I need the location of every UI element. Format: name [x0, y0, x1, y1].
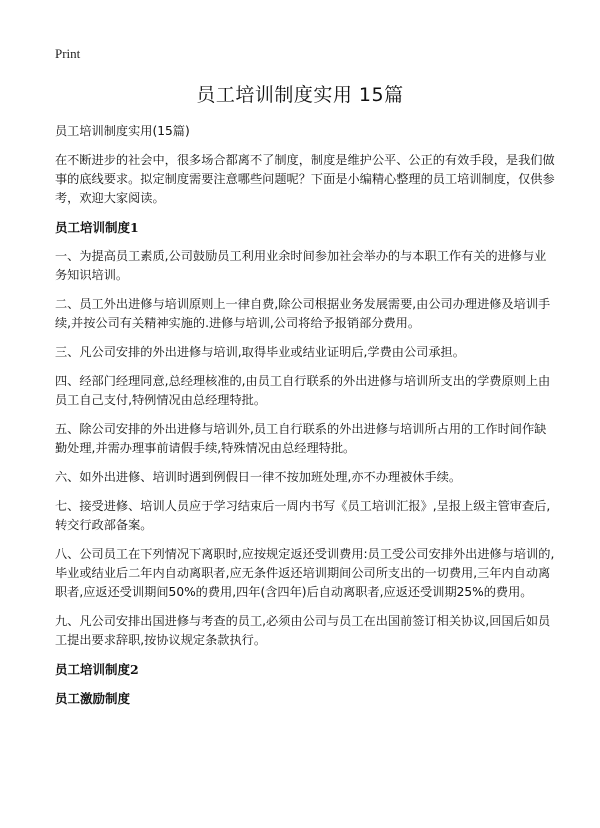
policy-item-8: 八、公司员工在下列情况下离职时,应按规定返还受训费用:员工受公司安排外出进修与培训的,毕业或结业后二年内自动离职者,应无条件返还培训期间公司所支出的一切费用,三年内自动离职者,应返还受训期间50%的费用,四年(含四年)后自动离职者,应返还受训期25%的费用。 [55, 547, 555, 599]
policy-item-5: 五、除公司安排的外出进修与培训外,员工自行联系的外出进修与培训所占用的工作时间作缺勤处理,并需办理事前请假手续,特殊情况由总经理特批。 [55, 422, 547, 455]
intro-paragraph: 在不断进步的社会中，很多场合都离不了制度，制度是维护公平、公正的有效手段，是我们做事的底线要求。拟定制度需要注意哪些问题呢？下面是小编精心整理的员工培训制度，仅供参考，欢迎大家阅读。 [55, 153, 555, 205]
document-body [55, 122, 555, 718]
policy-item-2: 二、员工外出进修与培训原则上一律自费,除公司根据业务发展需要,由公司办理进修及培训手续,并按公司有关精神实施的.进修与培训,公司将给予报销部分费用。 [55, 297, 551, 330]
policy-item-6: 六、如外出进修、培训时遇到例假日一律不按加班处理,亦不办理被休手续。 [55, 470, 462, 484]
section-heading-1: 员工培训制度1 [55, 220, 139, 235]
policy-item-4: 四、经部门经理同意,总经理核准的,由员工自行联系的外出进修与培训所支出的学费原则上由员工自己支付,特例情况由总经理特批。 [55, 374, 551, 407]
print-label: Print [55, 46, 81, 61]
policy-item-1: 一、为提高员工素质,公司鼓励员工利用业余时间参加社会举办的与本职工作有关的进修与业务知识培训。 [55, 249, 547, 282]
policy-item-9: 九、凡公司安排出国进修与考查的员工,必须由公司与员工在出国前签订相关协议,回国后如员工提出要求辞职,按协议规定条款执行。 [55, 614, 551, 647]
section-subheading-incentive: 员工激励制度 [55, 691, 131, 706]
document-title: 员工培训制度实用 15篇 [196, 84, 404, 106]
document-subtitle: 员工培训制度实用(15篇) [55, 124, 190, 138]
policy-item-3: 三、凡公司安排的外出进修与培训,取得毕业或结业证明后,学费由公司承担。 [55, 345, 465, 359]
section-heading-2: 员工培训制度2 [55, 662, 139, 677]
policy-item-7: 七、接受进修、培训人员应于学习结束后一周内书写《员工培训汇报》,呈报上级主管审查后,转交行政部备案。 [55, 499, 551, 532]
